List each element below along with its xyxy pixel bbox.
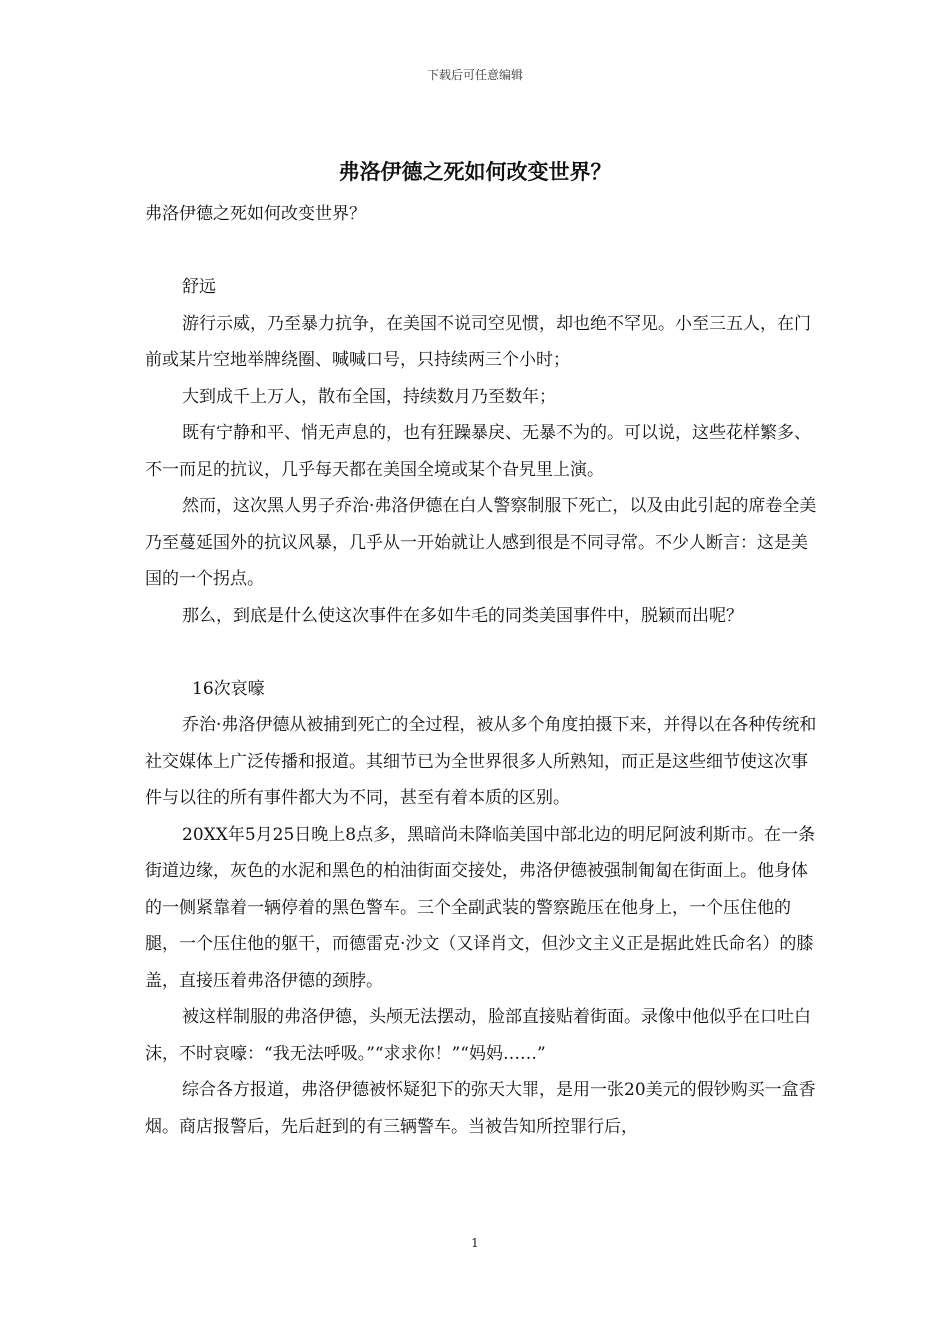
paragraph: 20XX年5月25日晚上8点多，黑暗尚未降临美国中部北边的明尼阿波利斯市。在一条街道边缘，灰色的水泥和黑色的柏油街面交接处，弗洛伊德被强制匍匐在街面上。他身体的一侧紧靠着一辆停着的黑色警车。三个全副武装的警察跪压在他身上，一个压住他的腿，一个压住他的躯干，而德雷克·沙文（又译肖文，但沙文主义正是据此姓氏命名）的膝盖，直接压着弗洛伊德的颈脖。 xyxy=(145,824,816,991)
page-number: 1 xyxy=(471,1236,479,1250)
paragraph: 乔治·弗洛伊德从被捕到死亡的全过程，被从多个角度拍摄下来，并得以在各种传统和社交媒体上广泛传播和报道。其细节已为全世界很多人所熟知，而正是这些细节使这次事件与以往的所有事件都大为不同，甚至有着本质的区别。 xyxy=(145,715,817,808)
paragraph: 既有宁静和平、悄无声息的，也有狂躁暴戾、无暴不为的。可以说，这些花样繁多、不一而足的抗议，几乎每天都在美国全境或某个旮旯里上演。 xyxy=(145,423,811,480)
paragraph: 大到成千上万人，散布全国，持续数月乃至数年； xyxy=(182,386,556,407)
author-line: 舒远 xyxy=(182,277,216,297)
paragraph: 游行示威，乃至暴力抗争，在美国不说司空见惯，却也绝不罕见。小至三五人，在门前或某片空地举牌绕圈、喊喊口号，只持续两三个小时； xyxy=(145,313,811,370)
blank-line xyxy=(145,233,817,270)
subtitle: 弗洛伊德之死如何改变世界？ xyxy=(145,204,366,224)
paragraph: 被这样制服的弗洛伊德，头颅无法摆动，脸部直接贴着街面。录像中他似乎在口吐白沫，不时哀嚎：“我无法呼吸。”“求求你！”“妈妈……” xyxy=(145,1007,811,1064)
blank-line xyxy=(145,634,817,671)
page-header: 下载后可任意编辑 xyxy=(426,68,523,82)
document-title: 弗洛伊德之死如何改变世界？ xyxy=(338,159,612,184)
paragraph: 综合各方报道，弗洛伊德被怀疑犯下的弥天大罪，是用一张20美元的假钞购买一盒香烟。商店报警后，先后赶到的有三辆警车。当被告知所控罪行后， xyxy=(145,1080,816,1137)
document-body xyxy=(145,196,817,1145)
paragraph: 那么，到底是什么使这次事件在多如牛毛的同类美国事件中，脱颖而出呢？ xyxy=(182,605,743,626)
section-heading: 16次哀嚎 xyxy=(192,678,265,699)
paragraph: 然而，这次黑人男子乔治·弗洛伊德在白人警察制服下死亡，以及由此引起的席卷全美乃至蔓延国外的抗议风暴，几乎从一开始就让人感到很是不同寻常。不少人断言：这是美国的一个拐点。 xyxy=(145,496,817,589)
